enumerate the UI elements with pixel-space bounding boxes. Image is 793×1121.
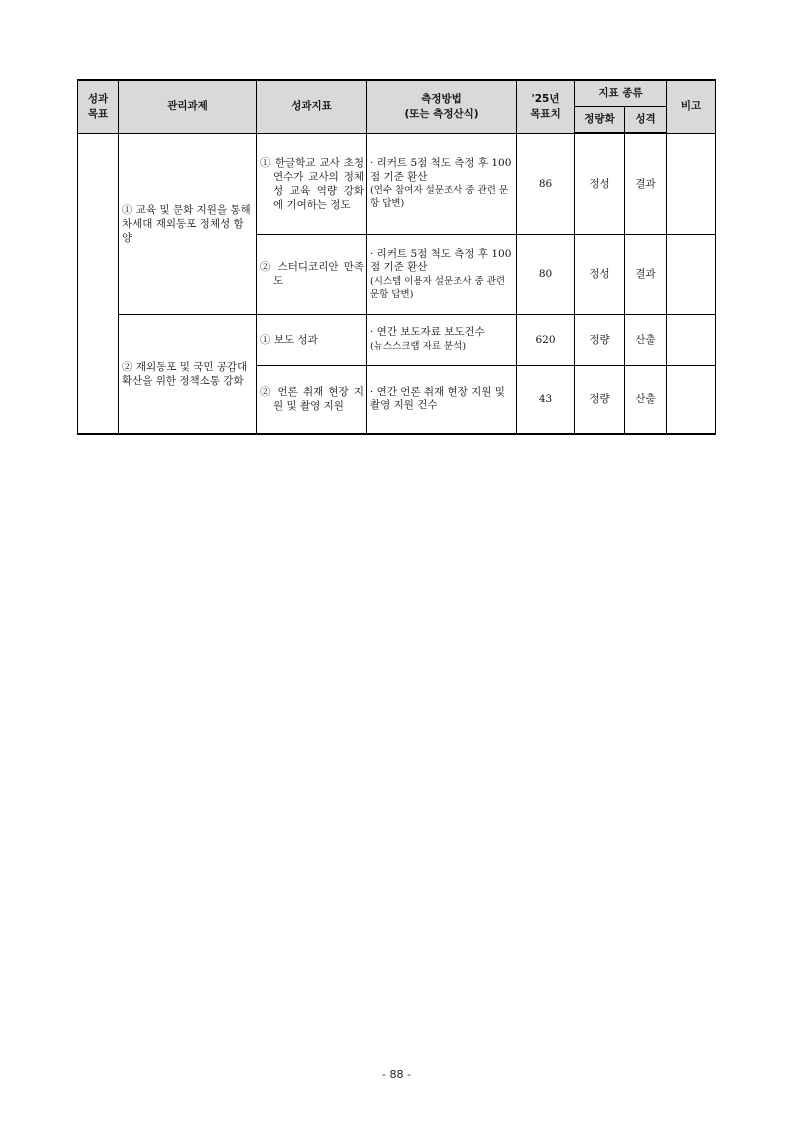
header-method-line2: (또는 측정산식) <box>404 107 479 120</box>
header-type-group: 지표 종류 <box>575 80 667 106</box>
header-method <box>367 80 517 133</box>
target-cell: 43 <box>517 365 575 434</box>
method-sub: (뉴스스크랩 자료 분석) <box>370 340 467 352</box>
page-number: - 88 - <box>382 1068 411 1081</box>
nature-cell: 결과 <box>625 133 667 234</box>
header-indicator: 성과지표 <box>257 80 367 133</box>
header-task: 관리과제 <box>119 80 257 133</box>
indicator-text: ① 보도 성과 <box>260 333 318 346</box>
nature-cell: 산출 <box>625 365 667 434</box>
quant-cell: 정량 <box>575 314 625 365</box>
header-target-line2: 목표치 <box>530 107 561 120</box>
header-goal: 성과 목표 <box>78 80 119 133</box>
method-cell <box>367 234 517 314</box>
performance-indicator-table <box>77 79 716 435</box>
note-cell <box>667 365 716 434</box>
method-cell <box>367 133 517 234</box>
nature-cell: 결과 <box>625 234 667 314</box>
target-cell: 80 <box>517 234 575 314</box>
quant-cell: 정성 <box>575 234 625 314</box>
goal-cell <box>78 133 119 434</box>
indicator-cell <box>257 234 367 314</box>
table-row <box>78 133 716 234</box>
method-cell <box>367 365 517 434</box>
indicator-text: ② 스터디코리안 만족도 <box>260 261 364 287</box>
quant-cell: 정성 <box>575 133 625 234</box>
header-note: 비고 <box>667 80 716 133</box>
header-target-line1: '25년 <box>531 92 560 105</box>
indicator-cell <box>257 365 367 434</box>
method-sub: (연수 참여자 설문조사 중 관련 문항 답변) <box>370 185 509 209</box>
table-row <box>78 314 716 365</box>
method-sub: (시스템 이용자 설문조사 중 관련 문항 답변) <box>370 275 506 300</box>
target-cell: 86 <box>517 133 575 234</box>
task-cell: ② 재외동포 및 국민 공감대 확산을 위한 정책소통 강화 <box>119 314 257 434</box>
header-target <box>517 80 575 133</box>
method-main: · 연간 보도자료 보도건수 <box>370 326 485 339</box>
indicator-text: ② 언론 취재 현장 지원 및 촬영 지원 <box>260 386 364 413</box>
nature-cell: 산출 <box>625 314 667 365</box>
method-main: · 리커트 5점 척도 측정 후 100점 기준 환산 <box>370 247 512 273</box>
indicator-text: ① 한글학교 교사 초청 연수가 교사의 정체성 교육 역량 강화에 기여하는 정도 <box>260 156 364 211</box>
header-method-line1: 측정방법 <box>421 92 462 105</box>
note-cell <box>667 133 716 234</box>
method-main: · 리커트 5점 척도 측정 후 100점 기준 환산 <box>370 157 512 183</box>
method-main: · 연간 언론 취재 현장 지원 및 촬영 지원 건수 <box>370 385 505 412</box>
indicator-cell <box>257 133 367 234</box>
header-type-nature: 성격 <box>625 106 667 133</box>
header-type-quant: 정량화 <box>575 106 625 133</box>
target-cell: 620 <box>517 314 575 365</box>
quant-cell: 정량 <box>575 365 625 434</box>
note-cell <box>667 234 716 314</box>
task-cell: ① 교육 및 문화 지원을 통해 차세대 재외동포 정체성 함양 <box>119 133 257 314</box>
note-cell <box>667 314 716 365</box>
method-cell <box>367 314 517 365</box>
indicator-cell <box>257 314 367 365</box>
